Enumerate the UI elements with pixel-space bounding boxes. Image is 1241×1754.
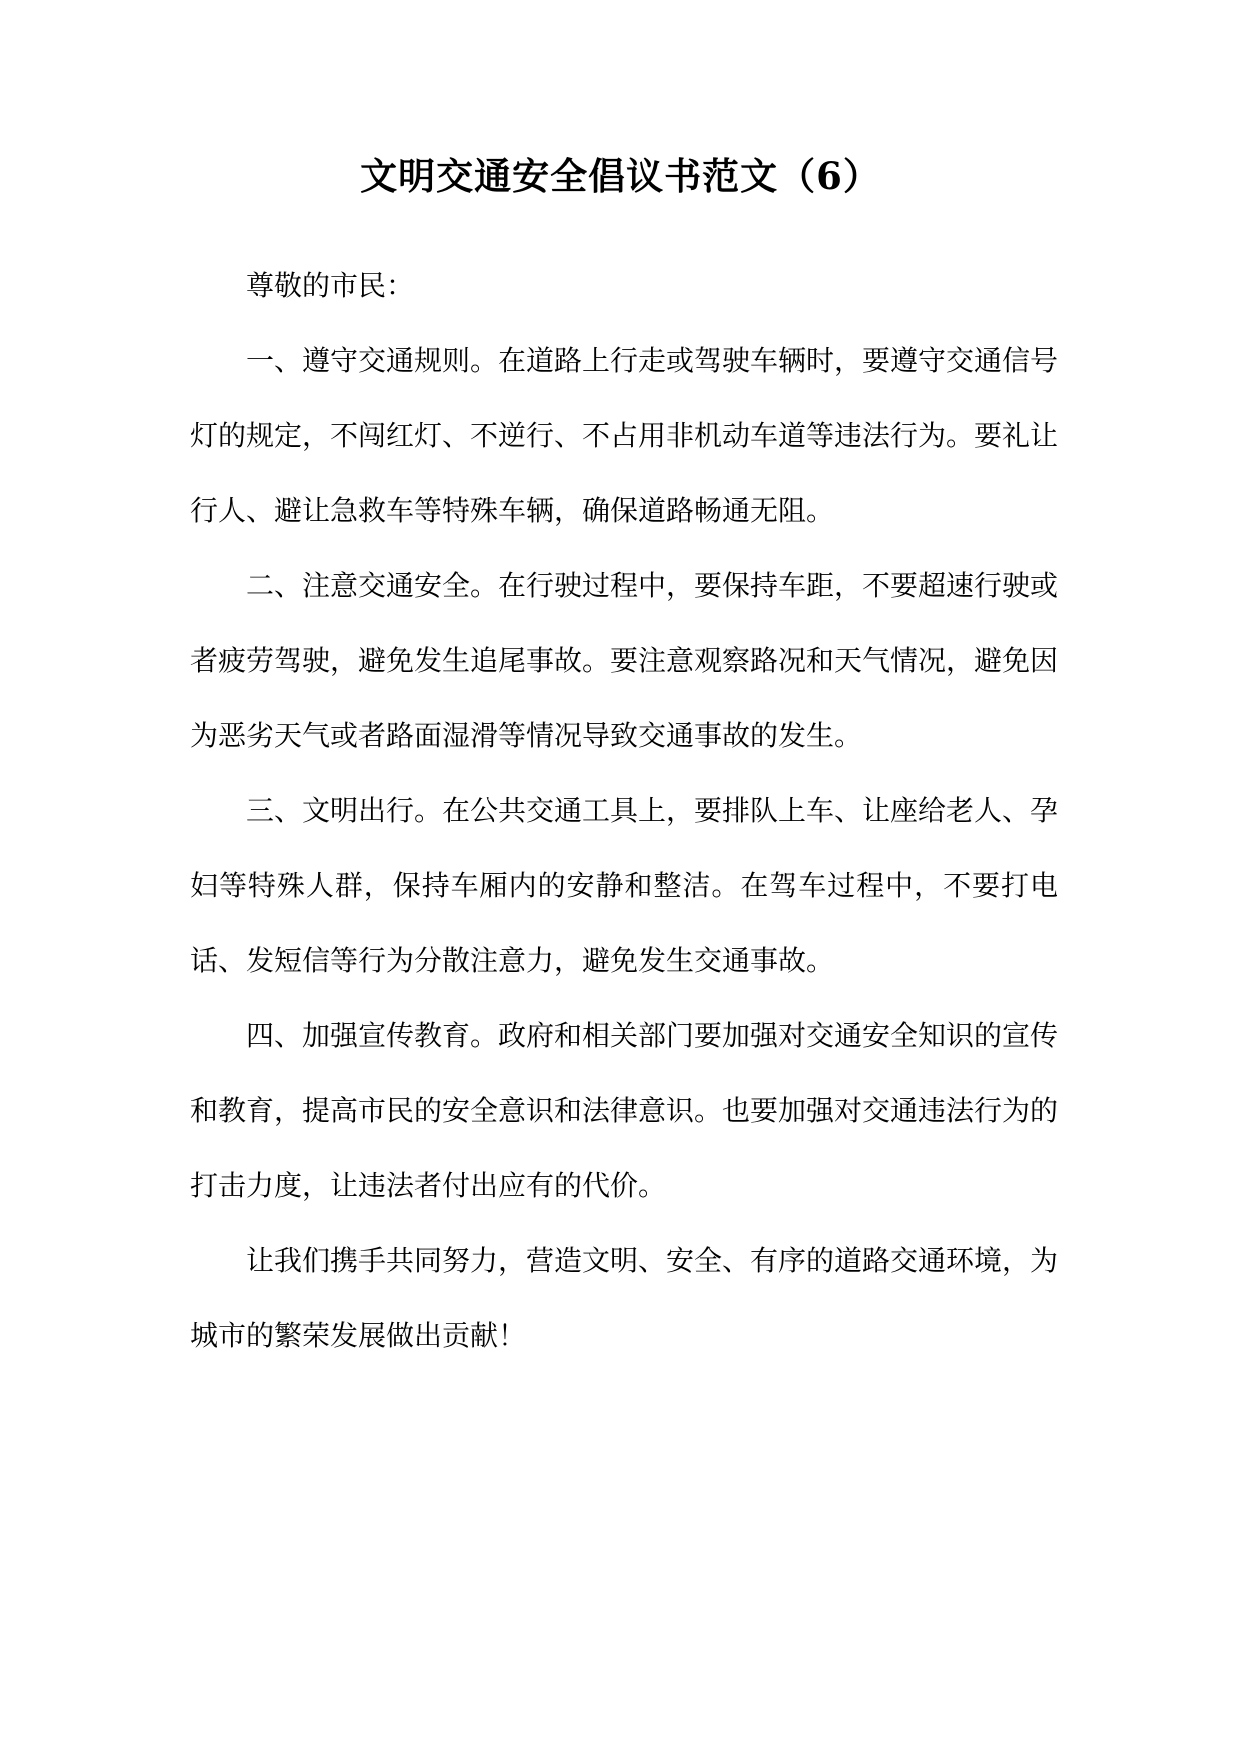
paragraph-rule-2: 二、注意交通安全。在行驶过程中，要保持车距，不要超速行驶或者疲劳驾驶，避免发生追尾事故。要注意观察路况和天气情况，避免因为恶劣天气或者路面湿滑等情况导致交通事故的发生。	[190, 569, 1059, 752]
paragraph-rule-4: 四、加强宣传教育。政府和相关部门要加强对交通安全知识的宣传和教育，提高市民的安全意识和法律意识。也要加强对交通违法行为的打击力度，让违法者付出应有的代价。	[190, 1019, 1059, 1202]
salutation: 尊敬的市民：	[246, 269, 415, 302]
document-body	[190, 248, 1058, 1373]
paragraph-closing: 让我们携手共同努力，营造文明、安全、有序的道路交通环境，为城市的繁荣发展做出贡献！	[190, 1244, 1059, 1352]
document-title: 文明交通安全倡议书范文（6）	[360, 154, 881, 198]
paragraph-rule-1: 一、遵守交通规则。在道路上行走或驾驶车辆时，要遵守交通信号灯的规定，不闯红灯、不逆行、不占用非机动车道等违法行为。要礼让行人、避让急救车等特殊车辆，确保道路畅通无阻。	[190, 344, 1059, 527]
paragraph-rule-3: 三、文明出行。在公共交通工具上，要排队上车、让座给老人、孕妇等特殊人群，保持车厢内的安静和整洁。在驾车过程中，不要打电话、发短信等行为分散注意力，避免发生交通事故。	[190, 794, 1059, 977]
